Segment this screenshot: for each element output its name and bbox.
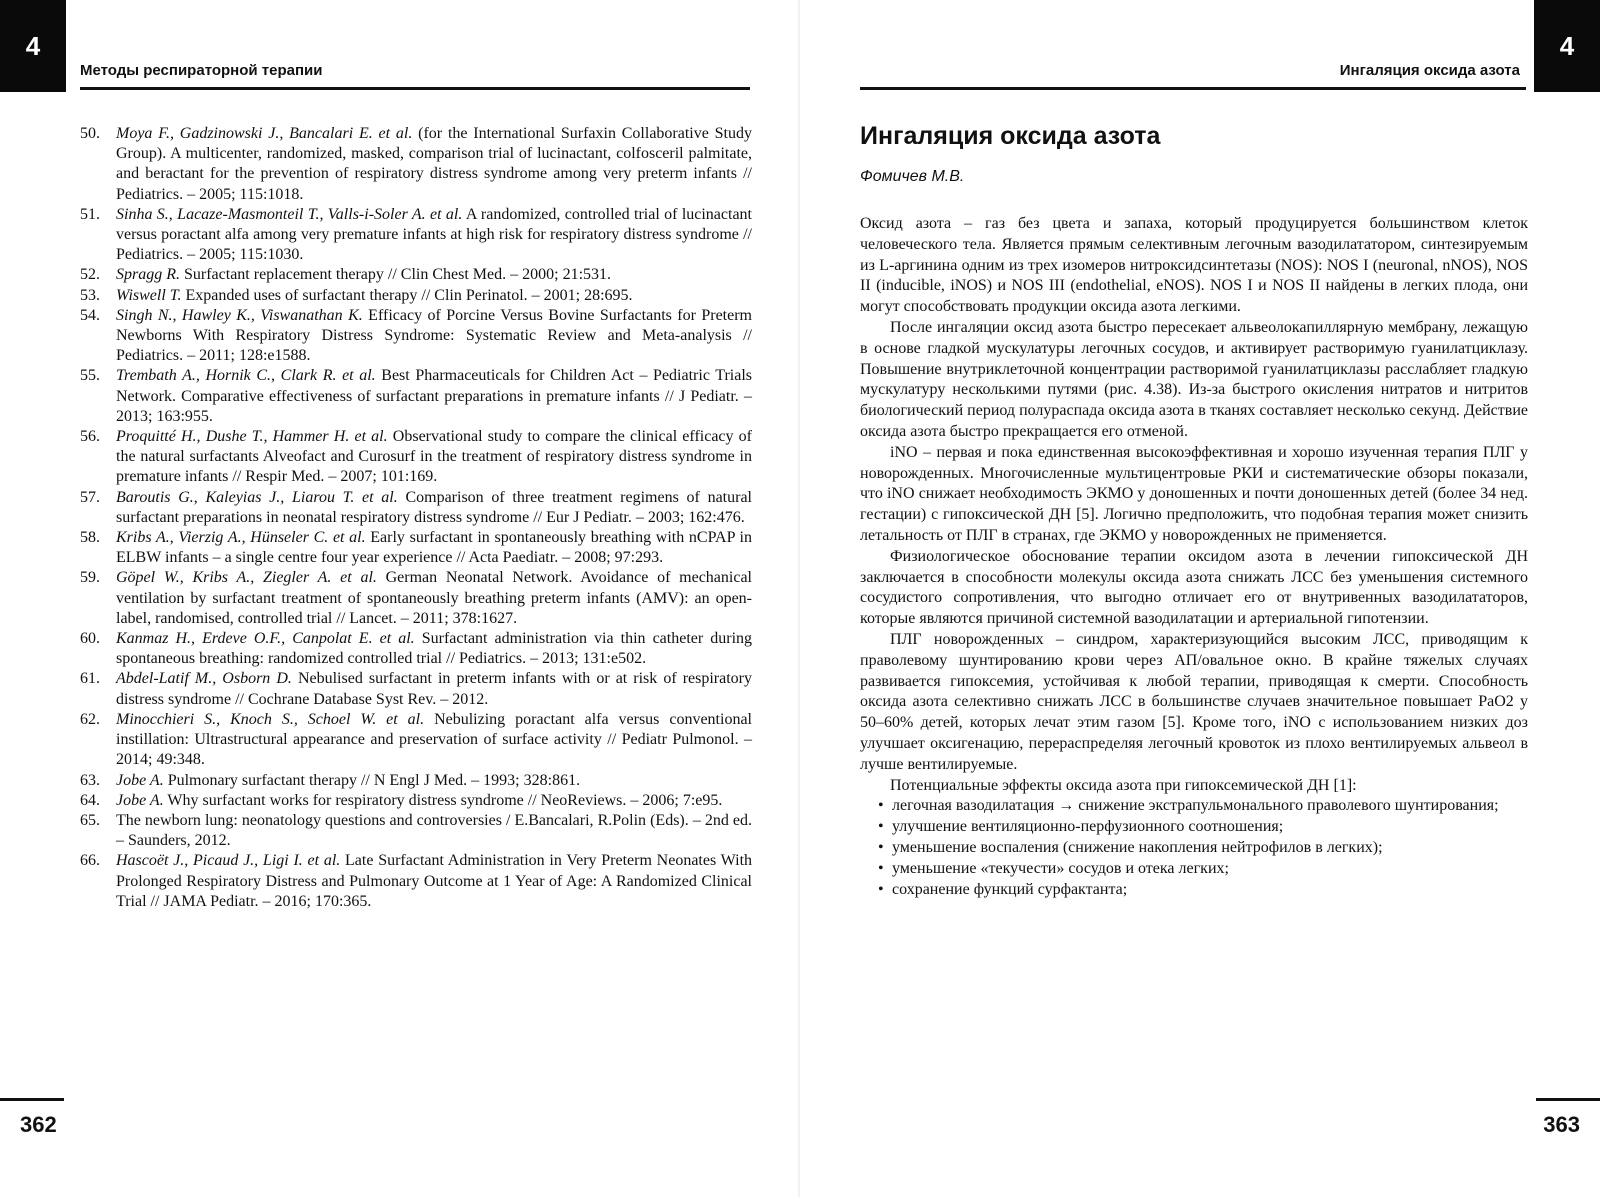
reference-citation: Observational study to compare the clinical efficacy of the natural surfactants Alveofact and Curosurf in the treatment of respiratory distress syndrome in premature infants // Respir Med. – 2007; 101:169. bbox=[116, 428, 752, 486]
reference-citation: Late Surfactant Administration in Very Preterm Neonates With Prolonged Respiratory Distress and Pulmonary Outcome at 1 Year of Age: A Randomized Clinical Trial // JAMA Pediatr. – 2016; 170:365. bbox=[116, 852, 753, 910]
right-page bbox=[800, 0, 1600, 1197]
reference-number: 60. bbox=[80, 630, 100, 648]
reference-authors: Abdel-Latif M., Osborn D. bbox=[116, 670, 292, 688]
reference-number: 58. bbox=[80, 529, 100, 547]
reference-text bbox=[116, 669, 752, 709]
reference-citation: Efficacy of Porcine Versus Bovine Surfactants for Preterm Newborns With Respiratory Distress Syndrome: Systematic Review and Meta-analysis // Pediatrics. – 2011; 128:e1588. bbox=[116, 306, 753, 365]
page-number: 363 bbox=[1543, 1112, 1580, 1137]
reference-number: 50. bbox=[80, 125, 100, 142]
reference-number: 63. bbox=[80, 771, 100, 789]
reference-authors: Kribs A., Vierzig A., Hünseler C. et al. bbox=[116, 529, 366, 547]
reference-item bbox=[80, 669, 752, 709]
paragraph: Потенциальные эффекты оксида азота при гипоксемической ДН [1]: bbox=[890, 776, 1357, 794]
effects-list bbox=[860, 796, 1528, 900]
reference-number: 51. bbox=[80, 205, 100, 223]
reference-item bbox=[80, 771, 752, 791]
header-rule bbox=[80, 87, 750, 90]
chapter-tab: 4 bbox=[1534, 0, 1600, 92]
reference-citation: Expanded uses of surfactant therapy // Clin Perinatol. – 2001; 28:695. bbox=[181, 286, 633, 304]
paragraph: ПЛГ новорожденных – синдром, характеризующийся высоким ЛСС, приводящим к праволевому шунтированию крови через АП/овальное окно. В крайне тяжелых случаях развивается гипоксемия, устойчивая к любой терапии, приводящая к смерти. Способность оксида азота селективно снижать ЛСС в большинстве случаев значительное повышает PaO2 у 50–60% детей, которых лечат этим газом [5]. Кроме того, iNO с использованием низких доз улучшает оксигенацию, перераспределяя легочный кровоток из плохо вентилируемых альвеол в лучше вентилируемые. bbox=[860, 630, 1528, 773]
reference-citation: Surfactant replacement therapy // Clin Chest Med. – 2000; 21:531. bbox=[180, 266, 612, 284]
running-head: Ингаляция оксида азота bbox=[1339, 62, 1520, 79]
chapter-tab: 4 bbox=[0, 0, 66, 92]
reference-citation: Pulmonary surfactant therapy // N Engl J Med. – 1993; 328:861. bbox=[163, 771, 581, 789]
reference-authors: Jobe A. bbox=[116, 771, 164, 789]
reference-authors: Moya F., Gadzinowski J., Bancalari E. et al. bbox=[116, 125, 413, 142]
reference-authors: Spragg R. bbox=[116, 266, 180, 284]
reference-text bbox=[116, 791, 752, 811]
reference-item bbox=[80, 528, 752, 568]
list-item: • легочная вазодилатация → снижение экстрапульмонального праволевого шунтирования; bbox=[878, 796, 1528, 817]
reference-item bbox=[80, 488, 752, 528]
reference-authors: Singh N., Hawley K., Viswanathan K. bbox=[116, 306, 363, 324]
reference-text bbox=[116, 851, 752, 912]
reference-authors: Minocchieri S., Knoch S., Schoel W. et al. bbox=[116, 710, 425, 728]
reference-number: 55. bbox=[80, 367, 100, 385]
reference-authors: Trembath A., Hornik C., Clark R. et al. bbox=[116, 367, 376, 385]
reference-authors: Göpel W., Kribs A., Ziegler A. et al. bbox=[116, 569, 377, 587]
reference-list bbox=[80, 124, 752, 912]
reference-item bbox=[80, 791, 752, 811]
reference-number: 62. bbox=[80, 710, 100, 728]
reference-number: 53. bbox=[80, 286, 100, 304]
reference-citation: Surfactant administration via thin catheter during spontaneous breathing: randomized controlled trial // Pediatrics. – 2013; 131:e502. bbox=[116, 630, 753, 668]
running-head: Методы респираторной терапии bbox=[80, 62, 323, 79]
reference-number: 59. bbox=[80, 569, 100, 587]
reference-number: 66. bbox=[80, 852, 100, 870]
reference-text bbox=[116, 286, 752, 306]
reference-citation: German Neonatal Network. Avoidance of mechanical ventilation by surfactant treatment of spontaneously breathing preterm infants (AMV): an open-label, randomised, controlled trial // Lancet. – 2011; 378:1627. bbox=[116, 569, 752, 627]
reference-text bbox=[116, 488, 752, 528]
reference-number: 54. bbox=[80, 306, 100, 324]
reference-item bbox=[80, 306, 752, 367]
reference-item bbox=[80, 205, 752, 266]
reference-authors: Kanmaz H., Erdeve O.F., Canpolat E. et al. bbox=[116, 630, 415, 648]
paragraph: Физиологическое обоснование терапии оксидом азота в лечении гипоксической ДН заключается в способности молекулы оксида азота снижать ЛСС без уменьшения системного сосудистого сопротивления, что выгодно отличает его от внутривенных вазодилататоров, которые являются причиной системной вазодилатации и артериальной гипотензии. bbox=[860, 547, 1528, 628]
reference-authors: Baroutis G., Kaleyias J., Liarou T. et al. bbox=[116, 488, 398, 506]
reference-citation: Why surfactant works for respiratory distress syndrome // NeoReviews. – 2006; 7:e95. bbox=[163, 791, 723, 809]
list-item: • уменьшение воспаления (снижение накопления нейтрофилов в легких); bbox=[878, 838, 1528, 859]
paragraph: iNO – первая и пока единственная высокоэффективная и хорошо изученная терапия ПЛГ у новорожденных. Многочисленные мультицентровые РКИ и систематические обзоры показали, что iNO снижает необходимость ЭКМО у доношенных и почти доношенных детей (более 34 нед. гестации) с гипоксической ДН [5]. Логично предположить, что подобная терапия может снизить летальность от ПЛГ в странах, где ЭКМО у новорожденных не применяется. bbox=[860, 443, 1528, 544]
list-item: • улучшение вентиляционно-перфузионного соотношения; bbox=[878, 817, 1528, 838]
reference-item bbox=[80, 568, 752, 629]
reference-authors: Wiswell T. bbox=[116, 286, 182, 304]
page-number: 362 bbox=[20, 1112, 57, 1137]
reference-text bbox=[116, 710, 752, 771]
reference-text bbox=[116, 205, 752, 266]
reference-text bbox=[116, 811, 752, 851]
list-item: • уменьшение «текучести» сосудов и отека легких; bbox=[878, 859, 1528, 880]
article-title: Ингаляция оксида азота bbox=[860, 122, 1161, 150]
footer-rule bbox=[1536, 1098, 1600, 1101]
reference-item bbox=[80, 265, 752, 285]
article-author: Фомичев М.В. bbox=[860, 168, 965, 185]
reference-number: 61. bbox=[80, 670, 100, 688]
header-rule bbox=[860, 87, 1526, 90]
reference-citation: A randomized, controlled trial of lucinactant versus poractant alfa among very premature infants at high risk for respiratory distress syndrome // Pediatrics. – 2005; 115:1030. bbox=[116, 205, 753, 264]
reference-item bbox=[80, 286, 752, 306]
reference-number: 64. bbox=[80, 791, 100, 809]
reference-citation: Nebulised surfactant in preterm infants with or at risk of respiratory distress syndrome // Cochrane Database Syst Rev. – 2012. bbox=[116, 670, 752, 708]
reference-citation: Comparison of three treatment regimens of natural surfactant preparations in neonatal respiratory distress syndrome // Eur J Pediatr. – 2003; 162:476. bbox=[116, 488, 752, 526]
reference-citation: The newborn lung: neonatology questions and controversies / E.Bancalari, R.Polin (Eds). – 2nd ed. – Saunders, 2012. bbox=[116, 811, 752, 850]
reference-citation: (for the International Surfaxin Collaborative Study Group). A multicenter, randomized, masked, comparison trial of lucinactant, colfosceril palmitate, and beractant for the prevention of respiratory distress syndrome among very preterm infants // Pediatrics. – 2005; 115:1018. bbox=[116, 125, 753, 203]
reference-authors: Jobe A. bbox=[116, 791, 164, 809]
paragraph: Оксид азота – газ без цвета и запаха, который продуцируется большинством клеток человеческого тела. Является прямым селективным легочным вазодилататором, синтезируемым из L-аргинина одним из трех изомеров нитроксидсинтетазы (NOS): NOS I (neuronal, nNOS), NOS II (inducible, iNOS) и NOS III (endothelial, eNOS). NOS I и NOS II найдены в легких плода, они могут способствовать продукции оксида азота легкими. bbox=[860, 215, 1528, 316]
reference-text bbox=[116, 306, 752, 367]
reference-number: 52. bbox=[80, 266, 100, 284]
article-body bbox=[860, 214, 1528, 900]
footer-rule bbox=[0, 1098, 64, 1101]
reference-text bbox=[116, 124, 752, 205]
reference-item bbox=[80, 710, 752, 771]
paragraph: После ингаляции оксид азота быстро пересекает альвеолокапиллярную мембрану, лежащую в основе гладкой мускулатуры легочных сосудов, и активирует растворимую гуанилатциклазу. Повышение внутриклеточной концентрации растворимой гуанилатциклазы расслабляет гладкую мускулатуру несколькими путями (рис. 4.38). Из-за быстрого окисления нитратов и нитритов биологический период полураспада оксида азота в тканях составляет несколько секунд. Действие оксида азота быстро прекращается его отменой. bbox=[860, 318, 1528, 440]
reference-number: 57. bbox=[80, 488, 100, 506]
reference-text bbox=[116, 427, 752, 488]
reference-citation: Best Pharmaceuticals for Children Act – Pediatric Trials Network. Comparative effectiveness of surfactant preparations in premature infants // J Pediatr. – 2013; 163:955. bbox=[116, 367, 752, 425]
list-item: • сохранение функций сурфактанта; bbox=[878, 880, 1528, 901]
reference-citation: Early surfactant in spontaneously breathing with nCPAP in ELBW infants – a single centre four year experience // Acta Paediatr. – 2008; 97:293. bbox=[116, 529, 752, 567]
reference-item bbox=[80, 366, 752, 427]
reference-authors: Sinha S., Lacaze-Masmonteil T., Valls-i-Soler A. et al. bbox=[116, 205, 463, 223]
reference-item bbox=[80, 851, 752, 912]
left-page bbox=[0, 0, 790, 1197]
reference-text bbox=[116, 528, 752, 568]
reference-number: 65. bbox=[80, 811, 100, 829]
reference-text bbox=[116, 568, 752, 629]
reference-citation: Nebulizing poractant alfa versus conventional instillation: Ultrastructural appearance and preservation of surface activity // Pediatr Pulmonol. – 2014; 49:348. bbox=[116, 710, 752, 769]
reference-authors: Hascoët J., Picaud J., Ligi I. et al. bbox=[116, 852, 341, 870]
reference-item bbox=[80, 427, 752, 488]
reference-number: 56. bbox=[80, 428, 100, 446]
reference-text bbox=[116, 629, 752, 669]
reference-text bbox=[116, 771, 752, 791]
reference-text bbox=[116, 366, 752, 427]
reference-item bbox=[80, 124, 752, 205]
reference-item bbox=[80, 811, 752, 851]
reference-authors: Proquitté H., Dushe T., Hammer H. et al. bbox=[116, 428, 388, 446]
reference-item bbox=[80, 629, 752, 669]
reference-text bbox=[116, 265, 752, 285]
